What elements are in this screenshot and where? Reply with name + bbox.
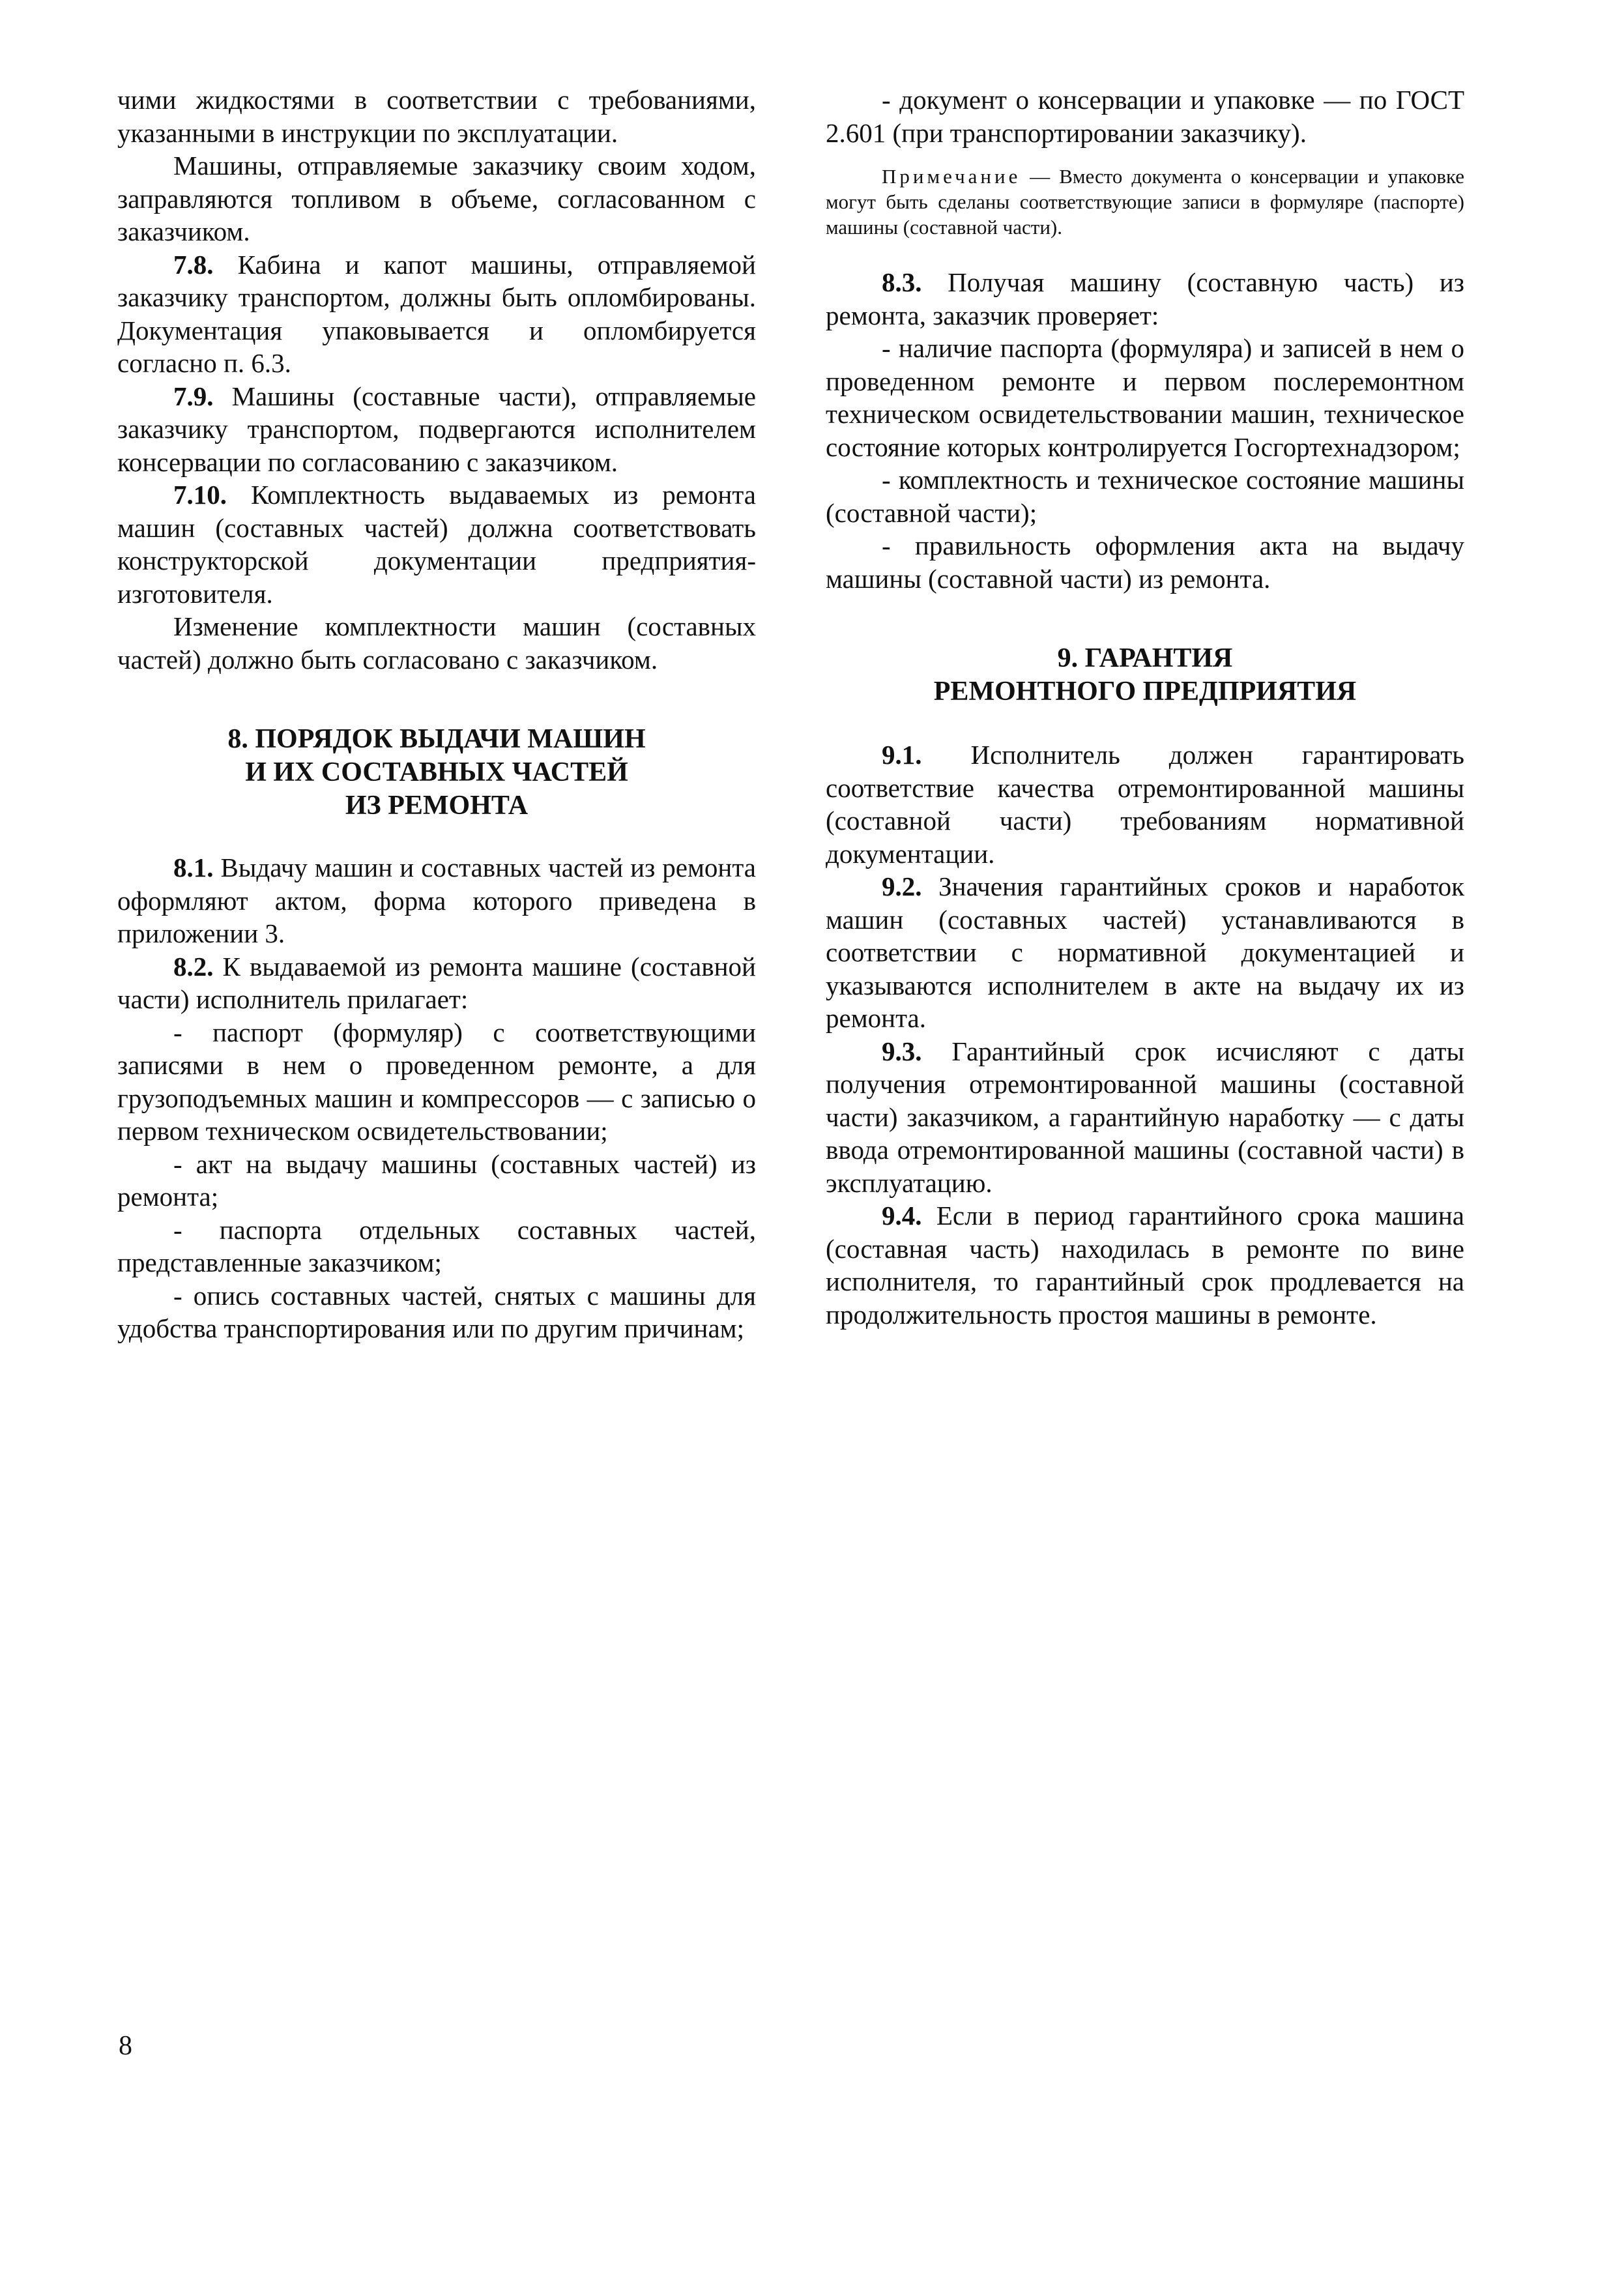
clause-7-10 — [117, 478, 756, 610]
list-item: - паспорта отдельных составных частей, представленные заказчиком; — [117, 1214, 756, 1277]
clause-9-3 — [826, 1035, 1464, 1200]
section-8-heading — [117, 723, 756, 823]
list-item: - наличие паспорта (формуляра) и записей в нем о проведенном ремонте и первом послеремонтном техническом освидетельствовании машин, техническое состояние которых контролируется Госгортехнадзором; — [826, 333, 1464, 462]
clause-text: К выдаваемой из ремонта машине (составной части) исполнитель прилагает: — [117, 951, 756, 1014]
note-text: — Вместо документа о консервации и упаковке могут быть сделаны соответствующие записи в формуляре (паспорте) машины (составной части). — [826, 165, 1464, 239]
list-item: - правильность оформления акта на выдачу машины (составной части) из ремонта. — [826, 531, 1464, 594]
clause-number: 7.9. — [173, 381, 214, 411]
section-9-heading-line: РЕМОНТНОГО ПРЕДПРИЯТИЯ — [933, 677, 1357, 707]
clause-text: Комплектность выдаваемых из ремонта машин (составных частей) должна соответствовать конструкторской документации предприятия-изготовителя. — [117, 480, 756, 609]
clause-text: Кабина и капот машины, отправляемой заказчику транспортом, должны быть опломбированы. Документация упаковывается и опломбируется согласно п. 6.3. — [117, 249, 756, 378]
clause-7-8 — [117, 248, 756, 380]
paragraph-continuation: чими жидкостями в соответствии с требованиями, указанными в инструкции по эксплуатации. — [117, 85, 756, 148]
clause-text: Исполнитель должен гарантировать соответствие качества отремонтированной машины (составной части) требованиям нормативной документации. — [826, 740, 1464, 869]
section-8-heading-line: И ИХ СОСТАВНЫХ ЧАСТЕЙ — [245, 757, 628, 787]
clause-text: Получая машину (составную часть) из ремонта, заказчик проверяет: — [826, 267, 1464, 330]
section-8-heading-line: ИЗ РЕМОНТА — [345, 791, 529, 821]
section-9-heading — [826, 642, 1464, 708]
clause-number: 8.1. — [173, 853, 214, 882]
clause-number: 9.4. — [882, 1201, 922, 1231]
clause-number: 9.2. — [882, 871, 922, 901]
page-number: 8 — [119, 2031, 132, 2061]
list-item: - акт на выдачу машины (составных частей) из ремонта; — [117, 1148, 756, 1212]
left-column — [117, 83, 756, 1345]
clause-text: Выдачу машин и составных частей из ремонта оформляют актом, форма которого приведена в приложении 3. — [117, 853, 756, 948]
clause-number: 8.3. — [882, 267, 922, 297]
clause-8-2 — [117, 950, 756, 1016]
list-item: - комплектность и техническое состояние машины (составной части); — [826, 465, 1464, 528]
right-column — [826, 83, 1464, 1331]
section-8-heading-line: 8. ПОРЯДОК ВЫДАЧИ МАШИН — [227, 724, 646, 754]
clause-7-9 — [117, 380, 756, 479]
paragraph-completeness: Изменение комплектности машин (составных частей) должно быть согласовано с заказчиком. — [117, 611, 756, 675]
clause-number: 8.2. — [173, 951, 214, 982]
list-item: - паспорт (формуляр) с соответствующими записями в нем о проведенном ремонте, а для грузоподъемных машин и компрессоров — с записью о первом техническом освидетельствовании; — [117, 1017, 756, 1146]
clause-text: Значения гарантийных сроков и наработок машин (составных частей) устанавливаются в соответствии с нормативной документацией и указываются исполнителем в акте на выдачу их из ремонта. — [826, 871, 1464, 1033]
clause-number: 7.10. — [173, 480, 227, 510]
clause-number: 7.8. — [173, 249, 214, 280]
clause-8-3 — [826, 266, 1464, 332]
clause-number: 9.3. — [882, 1036, 922, 1066]
list-item: - опись составных частей, снятых с машины для удобства транспортирования или по другим причинам; — [117, 1280, 756, 1343]
note — [826, 164, 1464, 240]
section-9-heading-line: 9. ГАРАНТИЯ — [1057, 643, 1233, 673]
clause-8-1 — [117, 851, 756, 950]
clause-number: 9.1. — [882, 740, 922, 770]
clause-9-2 — [826, 870, 1464, 1035]
clause-9-4 — [826, 1199, 1464, 1331]
clause-text: Машины (составные части), отправляемые заказчику транспортом, подвергаются исполнителем консервации по согласованию с заказчиком. — [117, 381, 756, 477]
clause-9-1 — [826, 738, 1464, 870]
paragraph-fuel: Машины, отправляемые заказчику своим ходом, заправляются топливом в объеме, согласованном с заказчиком. — [117, 151, 756, 246]
clause-text: Если в период гарантийного срока машина (составная часть) находилась в ремонте по вине исполнителя, то гарантийный срок продлевается на продолжительность простоя машины в ремонте. — [826, 1201, 1464, 1330]
list-item: - документ о консервации и упаковке — по ГОСТ 2.601 (при транспортировании заказчику). — [826, 85, 1464, 148]
clause-text: Гарантийный срок исчисляют с даты получения отремонтированной машины (составной части) заказчиком, а гарантийную наработку — с даты ввода отремонтированной машины (составной части) в эксплуатацию. — [826, 1036, 1464, 1198]
note-label: Примечание — [882, 165, 1021, 188]
